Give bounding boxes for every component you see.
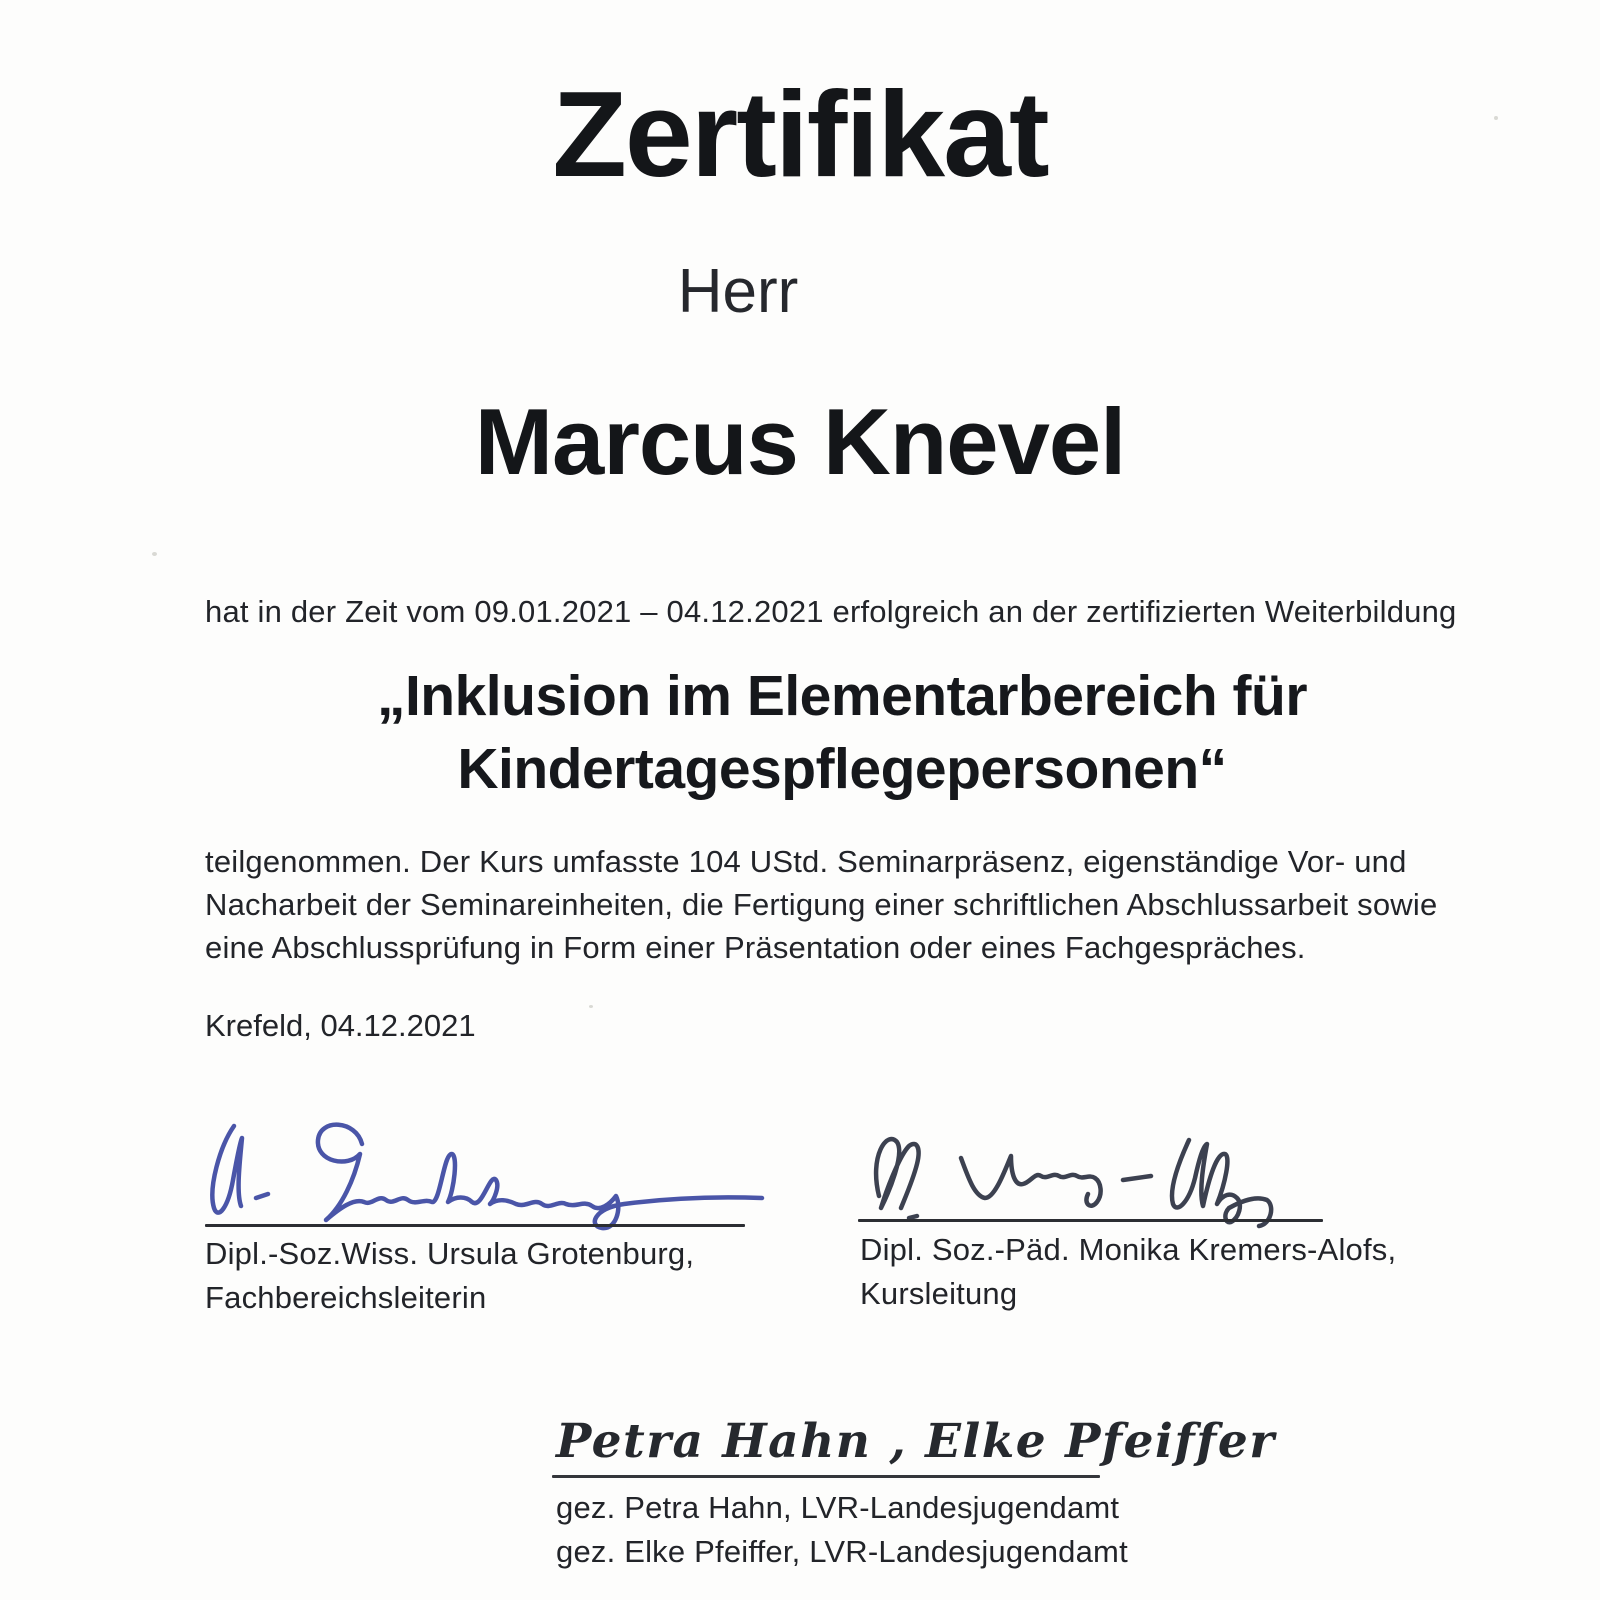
certificate-title: Zertifikat [552,66,1048,202]
scan-speck [152,552,157,556]
gez-line-elke-pfeiffer: gez. Elke Pfeiffer, LVR-Landesjugendamt [556,1534,1128,1569]
course-title [42,660,1600,806]
body-line: eine Abschlussprüfung in Form einer Präsentation oder eines Fachgespräches. [205,930,1306,965]
scan-speck [589,1005,593,1008]
signature-line-right [858,1219,1323,1222]
handwritten-signature-grotenburg [190,1112,770,1252]
body-line: teilgenommen. Der Kurs umfasste 104 UStd. Seminarpräsenz, eigenständige Vor- und [205,844,1407,879]
signatory-left-role: Fachbereichsleiterin [205,1280,487,1315]
signatory-left [205,1232,694,1320]
signatory-left-name: Dipl.-Soz.Wiss. Ursula Grotenburg, [205,1236,695,1271]
signature-line-left [205,1224,745,1227]
course-title-line2: Kindertagespflegepersonen“ [457,737,1227,801]
handwritten-names-hahn-pfeiffer: Petra Hahn , Elke Pfeiffer [556,1414,1276,1469]
body-line: Nacharbeit der Seminareinheiten, die Fertigung einer schriftlichen Abschlussarbeit sowie [205,887,1438,922]
salutation: Herr [677,257,799,326]
gez-block [556,1486,1128,1574]
gez-line-petra-hahn: gez. Petra Hahn, LVR-Landesjugendamt [556,1490,1120,1525]
course-title-line1: „Inklusion im Elementarbereich für [376,664,1308,728]
signatory-right-role: Kursleitung [860,1276,1018,1311]
body-paragraph [205,840,1437,969]
intro-line: hat in der Zeit vom 09.01.2021 – 04.12.2021 erfolgreich an der zertifizierten Weiterbildung [205,594,1457,629]
place-date: Krefeld, 04.12.2021 [205,1008,476,1043]
signatory-right-name: Dipl. Soz.-Päd. Monika Kremers-Alofs, [860,1232,1397,1267]
recipient-name: Marcus Knevel [474,389,1126,494]
handwritten-signature-kremers-alofs [845,1122,1355,1242]
signatory-right [860,1228,1396,1316]
signature-line-bottom [552,1475,1100,1478]
